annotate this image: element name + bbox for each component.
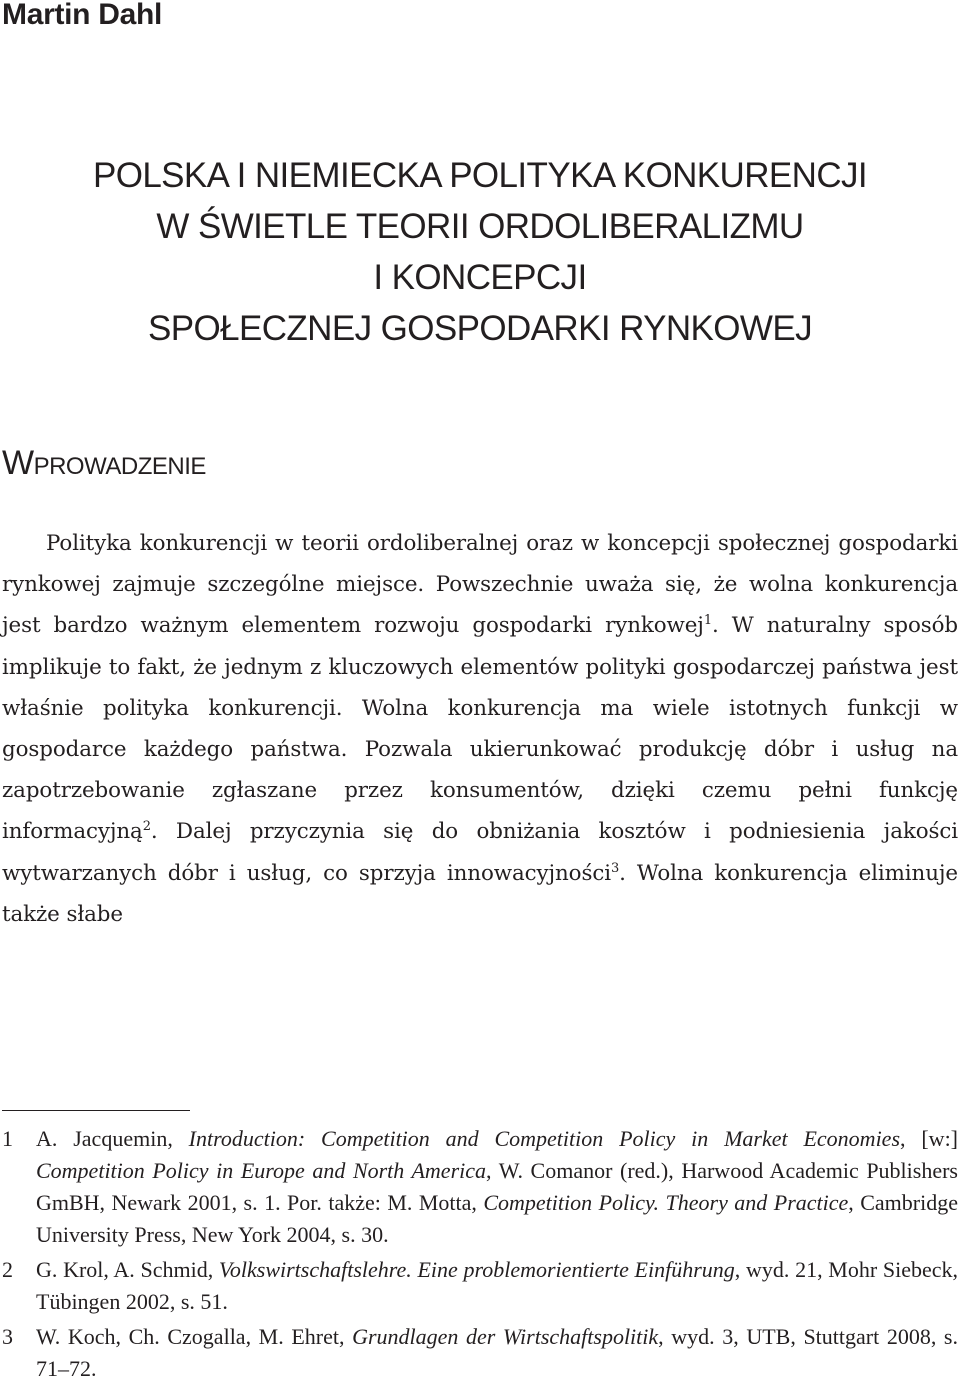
footnote-text: , wyd. 21, Mohr Siebeck, Tübingen 2002, s. 51.: [36, 1257, 958, 1314]
footnote-title: Introduction: Competition and Competition Policy in Market Economies: [188, 1126, 901, 1151]
title-line: I KONCEPCJI: [373, 258, 587, 297]
footnote-1: [2, 1123, 958, 1251]
body-text-segment: . Dalej przyczynia się do obniżania kosztów i podniesienia jakości wytwarzanych dóbr i usług, co sprzyja innowacyjności: [2, 819, 958, 886]
footnote-number: 2: [2, 1257, 13, 1282]
title-line: W ŚWIETLE TEORII ORDOLIBERALIZMU: [156, 207, 804, 246]
footnote-divider: [2, 1110, 190, 1111]
title-line: SPOŁECZNEJ GOSPODARKI RYNKOWEJ: [148, 309, 812, 348]
footnote-text: , [w:]: [900, 1126, 959, 1151]
footnote-reference[interactable]: 1: [703, 613, 712, 629]
footnote-text: , wyd. 3, UTB, Stuttgart 2008, s. 71–72.: [36, 1324, 958, 1381]
body-text-segment: Polityka konkurencji w teorii ordoliberalnej oraz w koncepcji społecznej gospodarki rynkowej zajmuje szczególne miejsce. Powszechnie uważa się, że wolna konkurencja jest bardzo ważnym elementem rozwoju gospodarki rynkowej: [2, 531, 958, 639]
footnote-reference[interactable]: 2: [142, 819, 151, 835]
footnote-number: 3: [2, 1324, 13, 1349]
footnote-3: [2, 1321, 958, 1385]
footnote-reference[interactable]: 3: [610, 860, 620, 876]
body-paragraph: [2, 523, 958, 935]
footnotes-section: [2, 1123, 958, 1385]
footnote-text: G. Krol, A. Schmid,: [36, 1257, 219, 1282]
footnote-text: , Cambridge University Press, New York 2004, s. 30.: [36, 1190, 958, 1247]
footnote-number: 1: [2, 1126, 13, 1151]
footnote-text: A. Jacquemin,: [36, 1126, 189, 1151]
footnote-title: Competition Policy in Europe and North America: [36, 1158, 487, 1183]
chapter-title: [0, 150, 960, 354]
footnote-title: Grundlagen der Wirtschaftspolitik: [352, 1324, 659, 1349]
title-line: POLSKA I NIEMIECKA POLITYKA KONKURENCJI: [92, 156, 868, 195]
footnote-title: Volkswirtschaftslehre. Eine problemorientierte Einführung: [218, 1257, 735, 1282]
footnote-title: Competition Policy. Theory and Practice: [483, 1190, 849, 1215]
footnote-2: [2, 1254, 958, 1318]
author-name: Martin Dahl: [2, 0, 163, 31]
body-text-segment: . W naturalny sposób implikuje to fakt, że jednym z kluczowych elementów polityki gospodarczej państwa jest właśnie polityka konkurencji. Wolna konkurencja ma wiele istotnych funkcji w gospodarce każdego państwa. Pozwala ukierunkować produkcję dóbr i usług na zapotrzebowanie zgłaszane przez konsumentów, dzięki czemu pełni funkcję informacyjną: [2, 613, 958, 845]
section-heading: Wprowadzenie: [2, 444, 206, 482]
footnote-text: W. Koch, Ch. Czogalla, M. Ehret,: [36, 1324, 353, 1349]
body-text-segment: . Wolna konkurencja eliminuje także słabe: [2, 860, 958, 927]
footnote-text: , W. Comanor (red.), Harwood Academic Publishers GmBH, Newark 2001, s. 1. Por. także: M. Motta,: [36, 1158, 958, 1215]
